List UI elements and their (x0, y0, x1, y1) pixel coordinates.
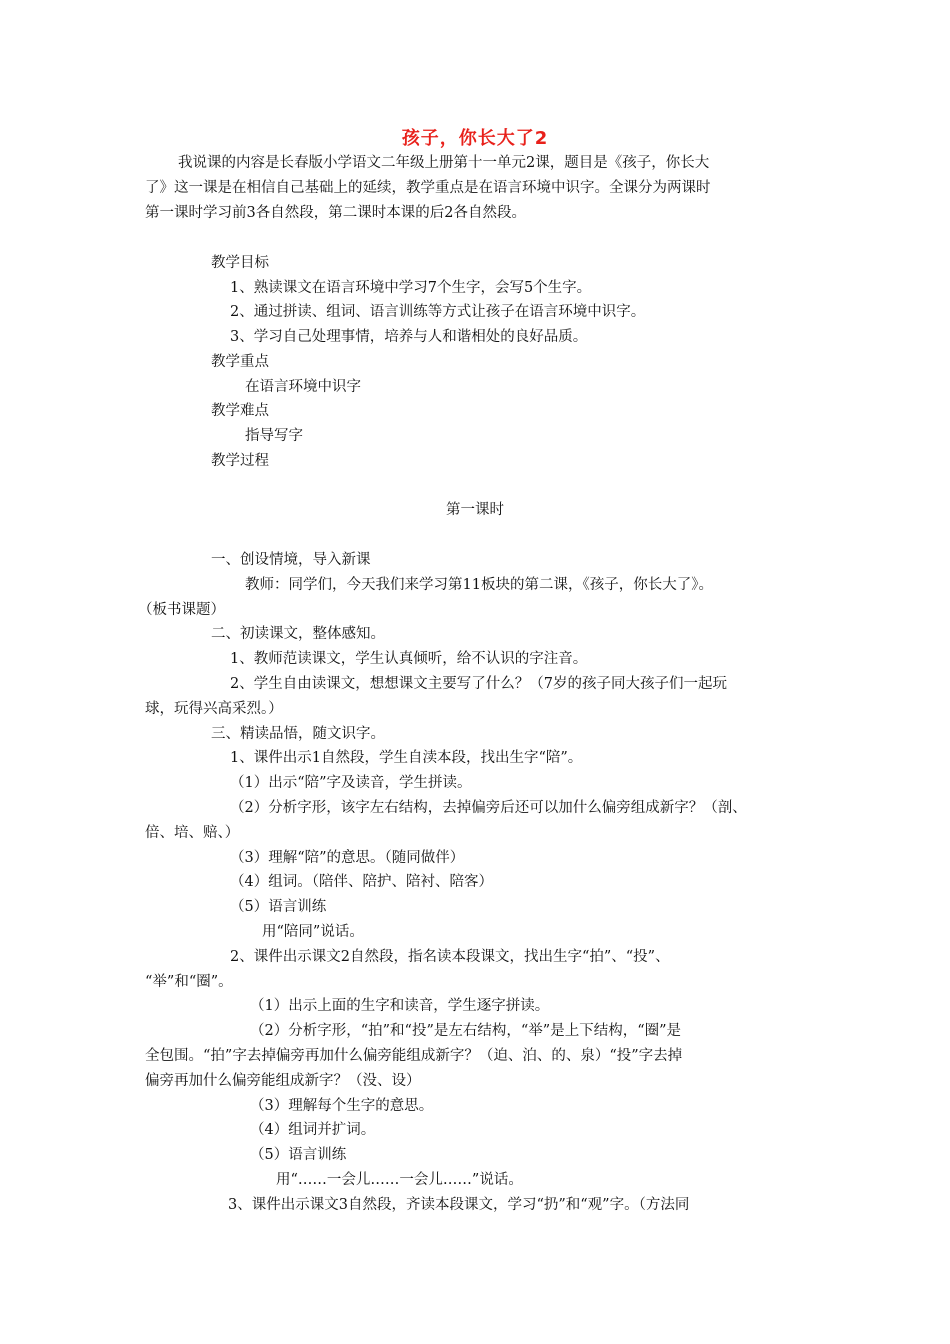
process-line: （1）出示“陪”字及读音，学生拼读。 (230, 775, 472, 791)
process-line: （4）组词并扩词。 (250, 1122, 376, 1138)
process-line: 教师：同学们，今天我们来学习第11板块的第二课，《孩子，你长大了》。 (245, 577, 713, 593)
process-line: （板书课题） (138, 602, 225, 618)
key-point-text: 在语言环境中识字 (245, 379, 361, 395)
process-line: 用“……一会儿……一会儿……”说话。 (276, 1172, 523, 1188)
goal-item: 1、熟读课文在语言环境中学习7个生字，会写5个生字。 (230, 280, 592, 296)
document-title: 孩子，你长大了2 (401, 128, 549, 149)
process-line: 1、教师范读课文，学生认真倾听，给不认识的字注音。 (230, 651, 588, 667)
process-line: 全包围。“拍”字去掉偏旁再加什么偏旁能组成新字？（迫、泊、的、泉）“投”字去掉 (145, 1048, 683, 1064)
process-line: 1、课件出示1自然段，学生自渎本段，找出生字“陪”。 (230, 750, 583, 766)
goal-item: 2、通过拼读、组词、语言训练等方式让孩子在语言环境中识字。 (230, 304, 646, 320)
process-line: 偏旁再加什么偏旁能组成新字？（没、设） (145, 1073, 421, 1089)
process-line: 3、课件出示课文3自然段，齐读本段课文，学习“扔”和“观”字。（方法同 (228, 1197, 690, 1213)
process-line: 用“陪同”说话。 (262, 924, 364, 940)
process-line: 2、课件出示课文2自然段，指名读本段课文，找出生字“拍”、“投”、 (230, 949, 670, 965)
process-line: （3）理解“陪”的意思。（随同做伴） (230, 850, 465, 866)
process-line: （5）语言训练 (250, 1147, 347, 1163)
difficulty-heading: 教学难点 (211, 403, 269, 419)
process-line: 倍、培、赔、） (145, 825, 240, 841)
difficulty-text: 指导写字 (245, 428, 303, 444)
process-line: （5）语言训练 (230, 899, 327, 915)
process-line: 一、创设情境，导入新课 (211, 552, 371, 568)
goals-heading: 教学目标 (211, 255, 269, 271)
key-point-heading: 教学重点 (211, 354, 269, 370)
process-line: 球，玩得兴高采烈。） (145, 701, 283, 717)
process-line: （2）分析字形，“拍”和“投”是左右结构，“举”是上下结构，“圈”是 (250, 1023, 682, 1039)
intro-line: 了》这一课是在相信自己基础上的延续，教学重点是在语言环境中识字。全课分为两课时 (145, 180, 711, 196)
process-line: （1）出示上面的生字和读音，学生逐字拼读。 (250, 998, 550, 1014)
process-heading: 教学过程 (211, 453, 269, 469)
process-line: “举”和“圈”。 (145, 974, 233, 990)
lesson-heading: 第一课时 (446, 502, 504, 518)
process-line: 三、精读品悟，随文识字。 (211, 726, 385, 742)
process-line: （4）组词。（陪伴、陪护、陪衬、陪客） (230, 874, 493, 890)
process-line: 2、学生自由读课文，想想课文主要写了什么？（7岁的孩子同大孩子们一起玩 (230, 676, 727, 692)
process-line: （3）理解每个生字的意思。 (250, 1098, 434, 1114)
intro-line: 第一课时学习前3各自然段，第二课时本课的后2各自然段。 (145, 205, 526, 221)
goal-item: 3、学习自己处理事情，培养与人和谐相处的良好品质。 (230, 329, 588, 345)
process-line: 二、初读课文，整体感知。 (211, 626, 385, 642)
process-line: （2）分析字形，该字左右结构，去掉偏旁后还可以加什么偏旁组成新字？（剖、 (230, 800, 747, 816)
intro-line: 我说课的内容是长春版小学语文二年级上册第十一单元2课，题目是《孩子，你长大 (178, 155, 710, 171)
